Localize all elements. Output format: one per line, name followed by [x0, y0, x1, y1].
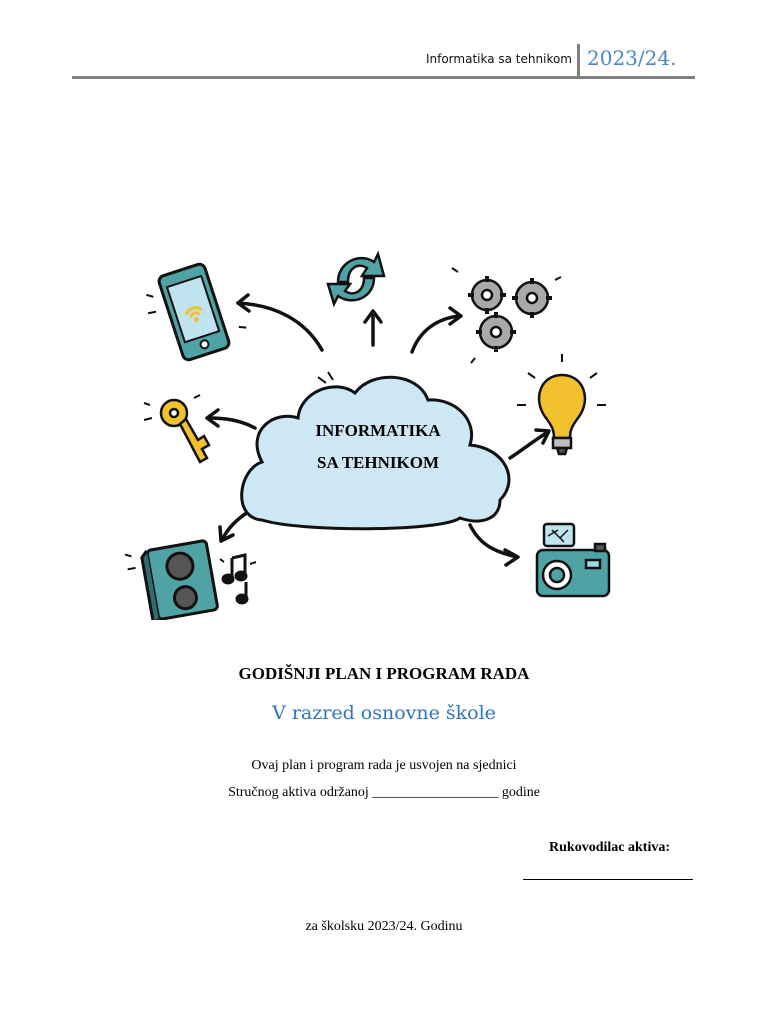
cloud-shape [242, 372, 509, 529]
phone-icon [139, 256, 251, 367]
header-year: 2023/24. [587, 46, 677, 70]
lightbulb-icon [517, 354, 606, 454]
speaker-icon [125, 540, 218, 620]
school-year-text: za školsku 2023/24. Godinu [305, 919, 463, 934]
plan-title: GODIŠNJI PLAN I PROGRAM RADA [238, 664, 530, 683]
header-divider [577, 44, 580, 78]
header-subject: Informatika sa tehnikom [425, 52, 572, 66]
cloud-title-line1: INFORMATIKA [315, 421, 441, 440]
signature-label: Rukovodilac aktiva: [549, 840, 670, 855]
signature-line [523, 879, 693, 880]
adoption-text-line1: Ovaj plan i program rada je usvojen na sjednici [251, 758, 517, 773]
music-notes-icon [220, 555, 256, 603]
camera-icon [537, 524, 609, 596]
sync-icon [328, 254, 384, 304]
cover-illustration [120, 240, 620, 620]
gears-icon [452, 268, 561, 363]
header-rule [72, 76, 695, 79]
key-icon [144, 395, 209, 462]
cloud-title-line2: SA TEHNIKOM [316, 453, 440, 472]
grade-title: V razred osnovne škole [272, 702, 496, 724]
adoption-text-line2: Stručnog aktiva održanoj __________________ godine [228, 785, 540, 800]
